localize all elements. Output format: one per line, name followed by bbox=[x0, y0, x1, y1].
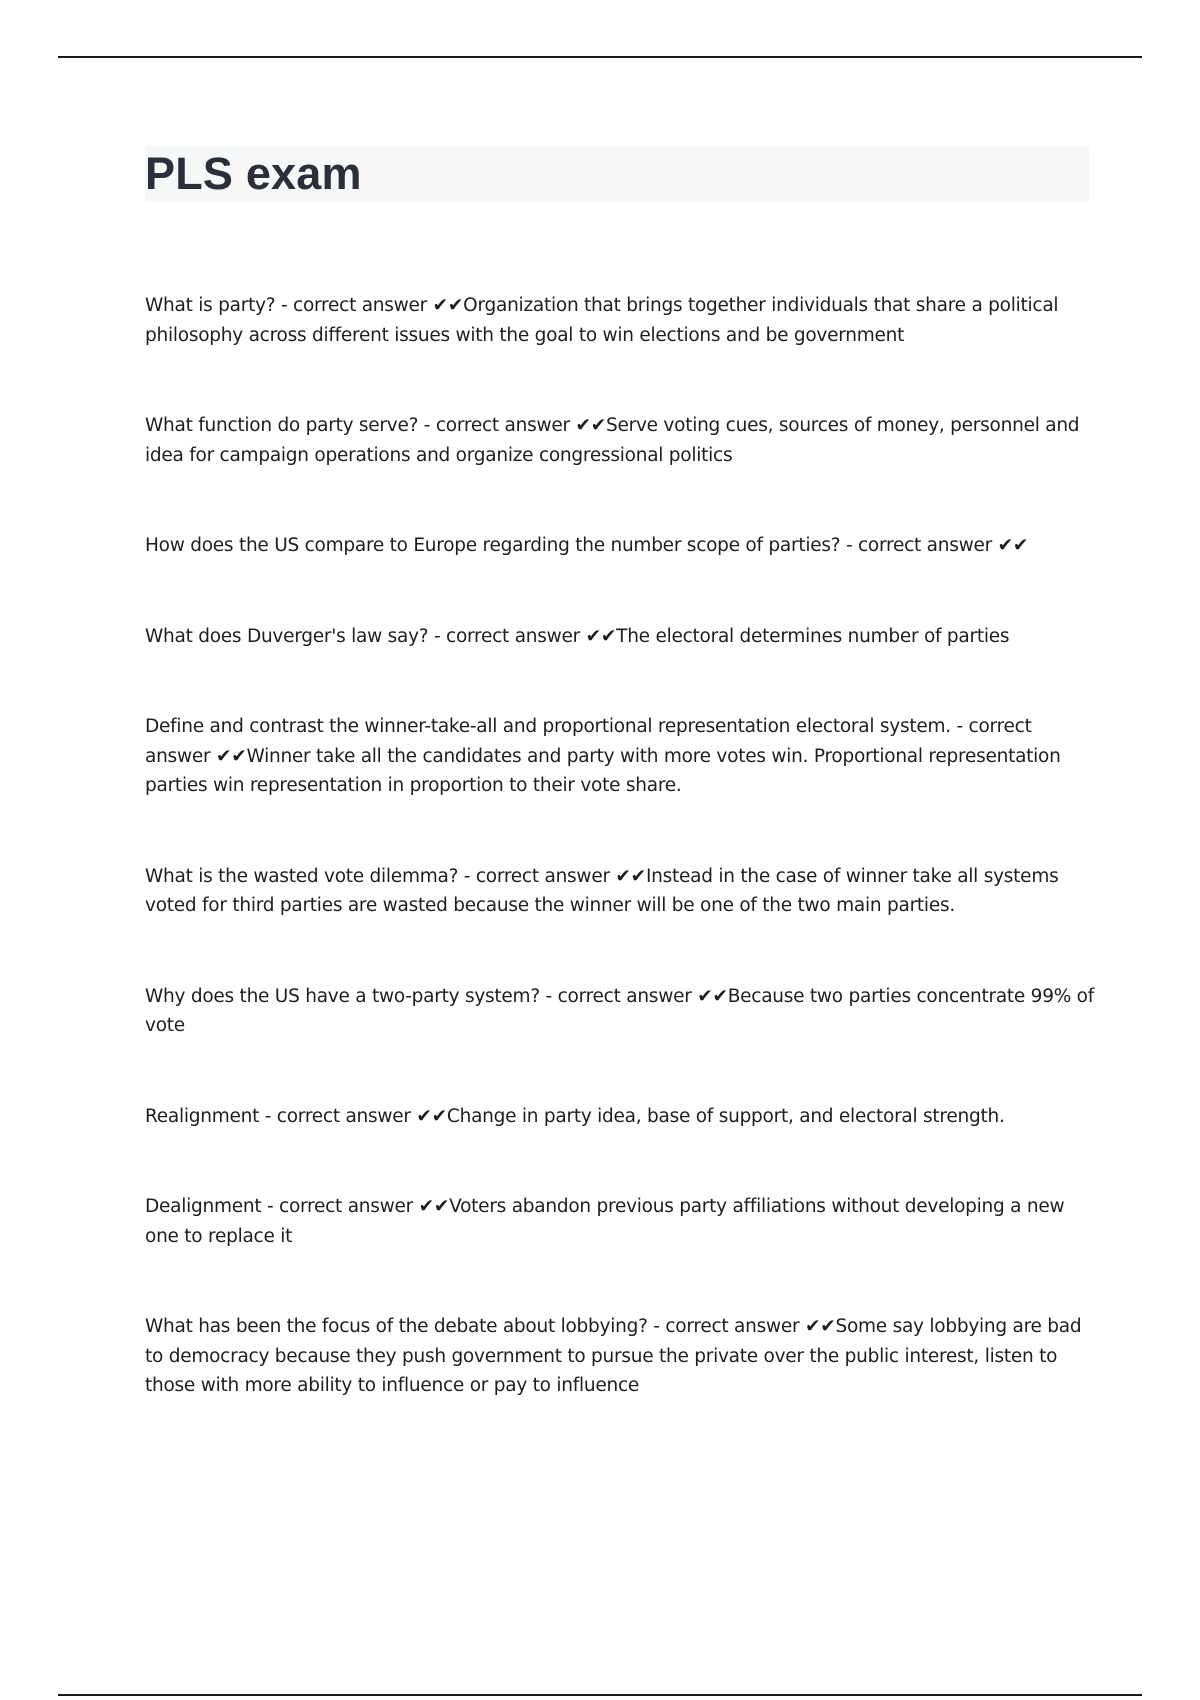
qa-item bbox=[145, 862, 1095, 921]
qa-item bbox=[145, 1312, 1095, 1401]
qa-item bbox=[145, 1192, 1095, 1251]
bottom-rule bbox=[58, 1694, 1142, 1696]
answer-text: Because two parties concentrate 99% of vote bbox=[145, 985, 1095, 1036]
question-text: Dealignment - correct answer ✔✔ bbox=[145, 1196, 450, 1217]
answer-text: Some say lobbying are bad to democracy because they push government to pursue the private over the public interest, listen to those with more ability to influence or pay to influence bbox=[145, 1316, 1082, 1396]
top-rule bbox=[58, 56, 1142, 58]
question-text: Realignment - correct answer ✔✔ bbox=[145, 1105, 447, 1127]
qa-list bbox=[145, 291, 1095, 1462]
question-text: How does the US compare to Europe regarding the number scope of parties? - correct answer ✔✔ bbox=[145, 535, 1029, 556]
qa-item bbox=[145, 982, 1095, 1041]
answer-text: Change in party idea, base of support, and electoral strength. bbox=[446, 1105, 1005, 1127]
qa-item bbox=[145, 531, 1095, 561]
question-text: Why does the US have a two-party system? - correct answer ✔✔ bbox=[145, 985, 728, 1007]
question-text: Define and contrast the winner-take-all and proportional representation electoral system. - correct answer ✔✔ bbox=[145, 716, 1032, 767]
qa-item bbox=[145, 1102, 1095, 1132]
answer-text: Instead in the case of winner take all systems voted for third parties are wasted because the winner will be one of the two main parties. bbox=[145, 865, 1059, 916]
answer-text: Serve voting cues, sources of money, personnel and idea for campaign operations and organize congressional politics bbox=[145, 415, 1080, 466]
qa-item bbox=[145, 712, 1095, 801]
question-text: What is party? - correct answer ✔✔ bbox=[145, 295, 464, 316]
answer-text: Organization that brings together individuals that share a political philosophy across different issues with the goal to win elections and be government bbox=[145, 295, 1059, 346]
question-text: What function do party serve? - correct answer ✔✔ bbox=[145, 415, 606, 436]
answer-text: Voters abandon previous party affiliations without developing a new one to replace it bbox=[145, 1196, 1065, 1247]
qa-item bbox=[145, 291, 1095, 350]
answer-text: Winner take all the candidates and party with more votes win. Proportional representation parties win representation in proportion to their vote share. bbox=[145, 745, 1061, 796]
question-text: What does Duverger's law say? - correct answer ✔✔ bbox=[145, 625, 617, 647]
qa-item bbox=[145, 622, 1095, 652]
question-text: What has been the focus of the debate about lobbying? - correct answer ✔✔ bbox=[145, 1316, 836, 1337]
answer-text: The electoral determines number of parties bbox=[616, 625, 1010, 647]
qa-item bbox=[145, 411, 1095, 470]
page-title: PLS exam bbox=[145, 148, 362, 199]
question-text: What is the wasted vote dilemma? - correct answer ✔✔ bbox=[145, 865, 646, 887]
